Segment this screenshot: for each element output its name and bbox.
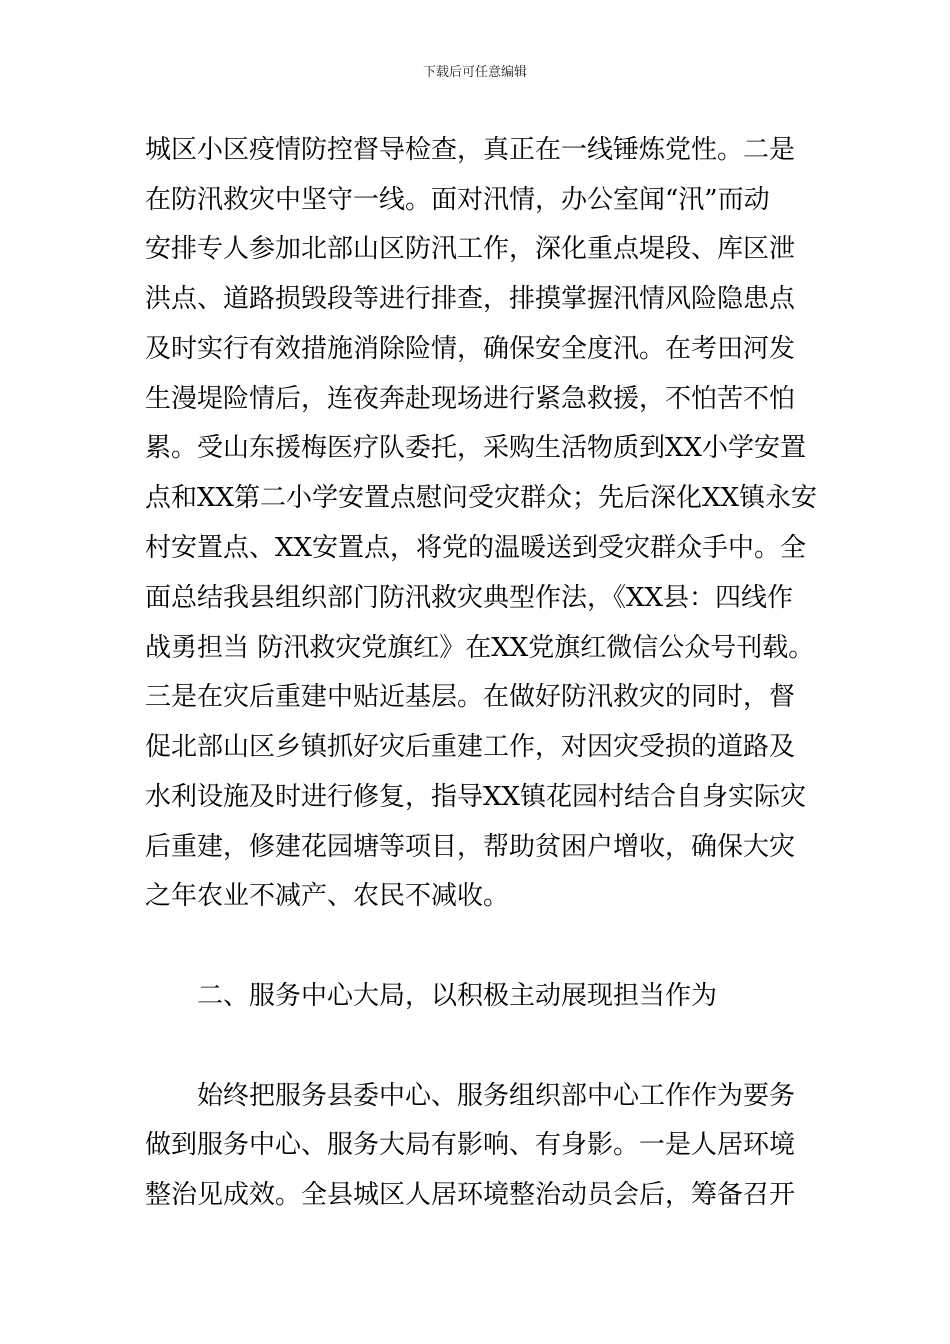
text-line: 面总结我县组织部门防汛救灾典型作法，《XX县：四线作 [145,583,794,613]
text-line: 及时实行有效措施消除险情，确保安全度汛。在考田河发 [145,334,796,364]
text-line: 水利设施及时进行修复，指导XX镇花园村结合自身实际灾 [145,782,807,812]
text-line: 洪点、道路损毁段等进行排查，排摸掌握汛情风险隐患点 [145,284,796,314]
text-line: 促北部山区乡镇抓好灾后重建工作，对因灾受损的道路及 [145,732,796,762]
text-line: 在防汛救灾中坚守一线。面对汛情，办公室闻“汛”而动 [145,185,770,215]
text-line: 之年农业不减产、农民不减收。 [145,881,510,911]
text-line: 三是在灾后重建中贴近基层。在做好防汛救灾的同时，督 [145,682,796,712]
page-header: 下载后可任意编辑 [422,65,527,80]
text-line: 生漫堤险情后，连夜奔赴现场进行紧急救援，不怕苦不怕 [145,384,796,414]
text-line: 点和XX第二小学安置点慰问受灾群众；先后深化XX镇永安 [145,483,818,513]
text-line: 做到服务中心、服务大局有影响、有身影。一是人居环境 [145,1130,796,1160]
text-line: 后重建，修建花园塘等项目，帮助贫困户增收，确保大灾 [145,832,796,862]
text-line: 安排专人参加北部山区防汛工作，深化重点堤段、库区泄 [145,234,796,264]
text-line: 整治见成效。全县城区人居环境整治动员会后，筹备召开 [145,1180,796,1210]
text-line: 始终把服务县委中心、服务组织部中心工作作为要务 [197,1081,796,1111]
text-line: 村安置点、XX安置点，将党的温暖送到受灾群众手中。全 [145,533,807,563]
text-line: 累。受山东援梅医疗队委托，采购生活物质到XX小学安置 [145,433,807,463]
section-heading: 二、服务中心大局，以积极主动展现担当作为 [197,981,718,1011]
text-line: 城区小区疫情防控督导检查，真正在一线锤炼党性。二是 [145,135,796,165]
text-line: 战勇担当 防汛救灾党旗红》在XX党旗红微信公众号刊载。 [145,633,815,663]
